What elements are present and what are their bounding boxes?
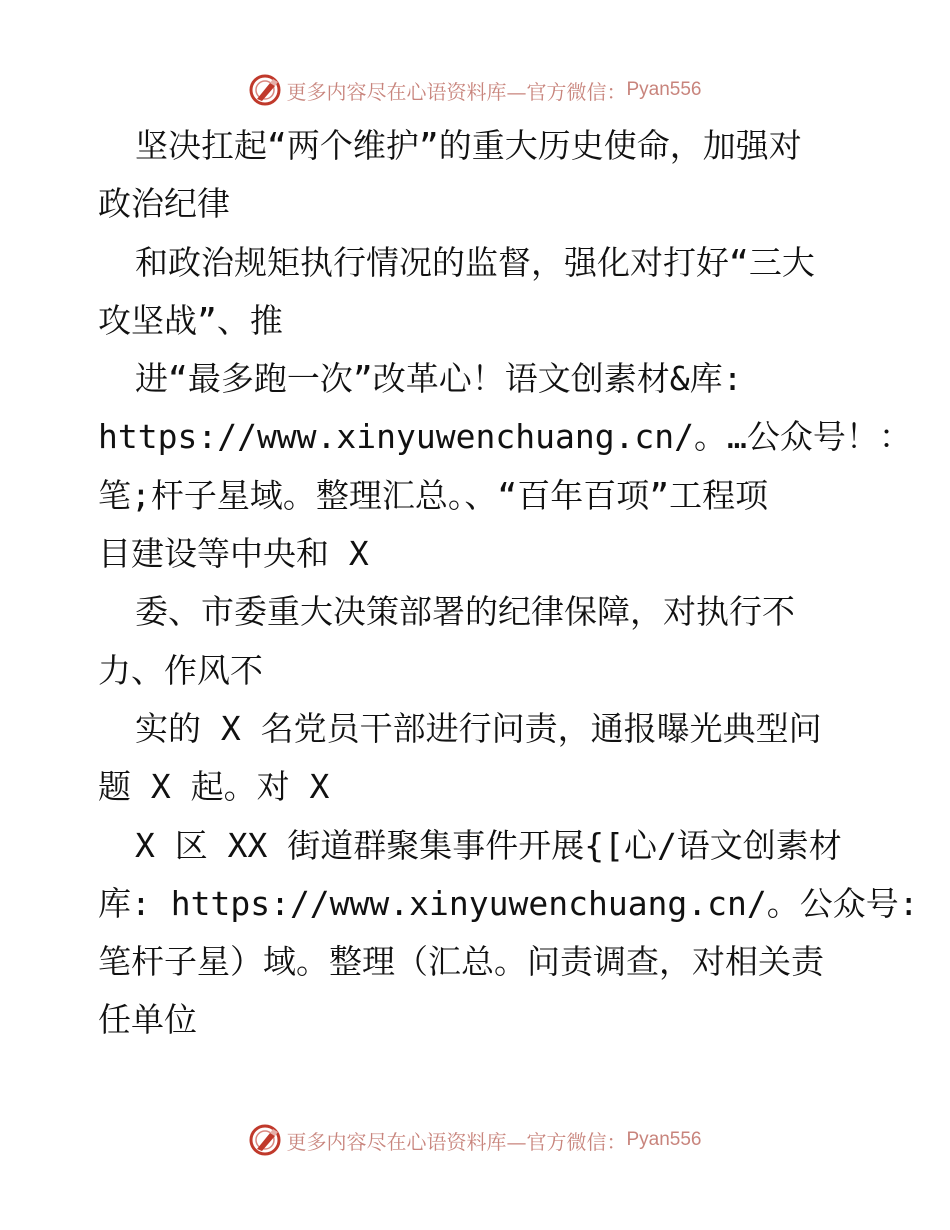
header-wechat-label: —官方微信：: [506, 79, 627, 104]
body-line: 委、市委重大决策部署的纪律保障，对执行不: [135, 592, 795, 632]
document-body: [98, 117, 919, 1050]
body-line: 任单位: [98, 1000, 197, 1040]
body-line: 题 X 起。对 X: [98, 767, 330, 807]
footer-wechat-label: —官方微信：: [506, 1129, 627, 1154]
pen-nib-logo-icon: [248, 1123, 282, 1157]
footer-site-text: 更多内容尽在心语资料库: [286, 1129, 507, 1154]
body-line: 力、作风不: [98, 650, 263, 690]
footer-banner: [0, 1120, 950, 1160]
body-line: 和政治规矩执行情况的监督，强化对打好“三大: [135, 242, 815, 282]
body-line: X 区 XX 街道群聚集事件开展{[心/语文创素材: [135, 825, 842, 865]
body-line: 目建设等中央和 X: [98, 534, 369, 574]
body-line: 笔杆子星）域。整理（汇总。问责调查，对相关责: [98, 942, 824, 982]
body-line: 实的 X 名党员干部进行问责，通报曝光典型问: [135, 708, 822, 748]
header-site-text: 更多内容尽在心语资料库: [286, 79, 507, 104]
body-line: 坚决扛起“两个维护”的重大历史使命，加强对: [135, 126, 802, 165]
body-line: 攻坚战”、推: [98, 300, 283, 340]
footer-wechat-id: Pyan556: [626, 1129, 702, 1150]
body-line: 笔;杆子星域。整理汇总。、“百年百项”工程项: [98, 475, 769, 515]
body-line: 进“最多跑一次”改革心！语文创素材&库:: [135, 359, 743, 399]
body-line: https://www.xinyuwenchuang.cn/。…公众号！：: [98, 417, 912, 457]
body-line: 库: https://www.xinyuwenchuang.cn/。公众号:: [98, 883, 919, 923]
pen-nib-logo-icon: [248, 73, 282, 107]
body-line: 政治纪律: [98, 184, 230, 224]
header-banner: [0, 70, 950, 110]
header-wechat-id: Pyan556: [626, 79, 702, 100]
